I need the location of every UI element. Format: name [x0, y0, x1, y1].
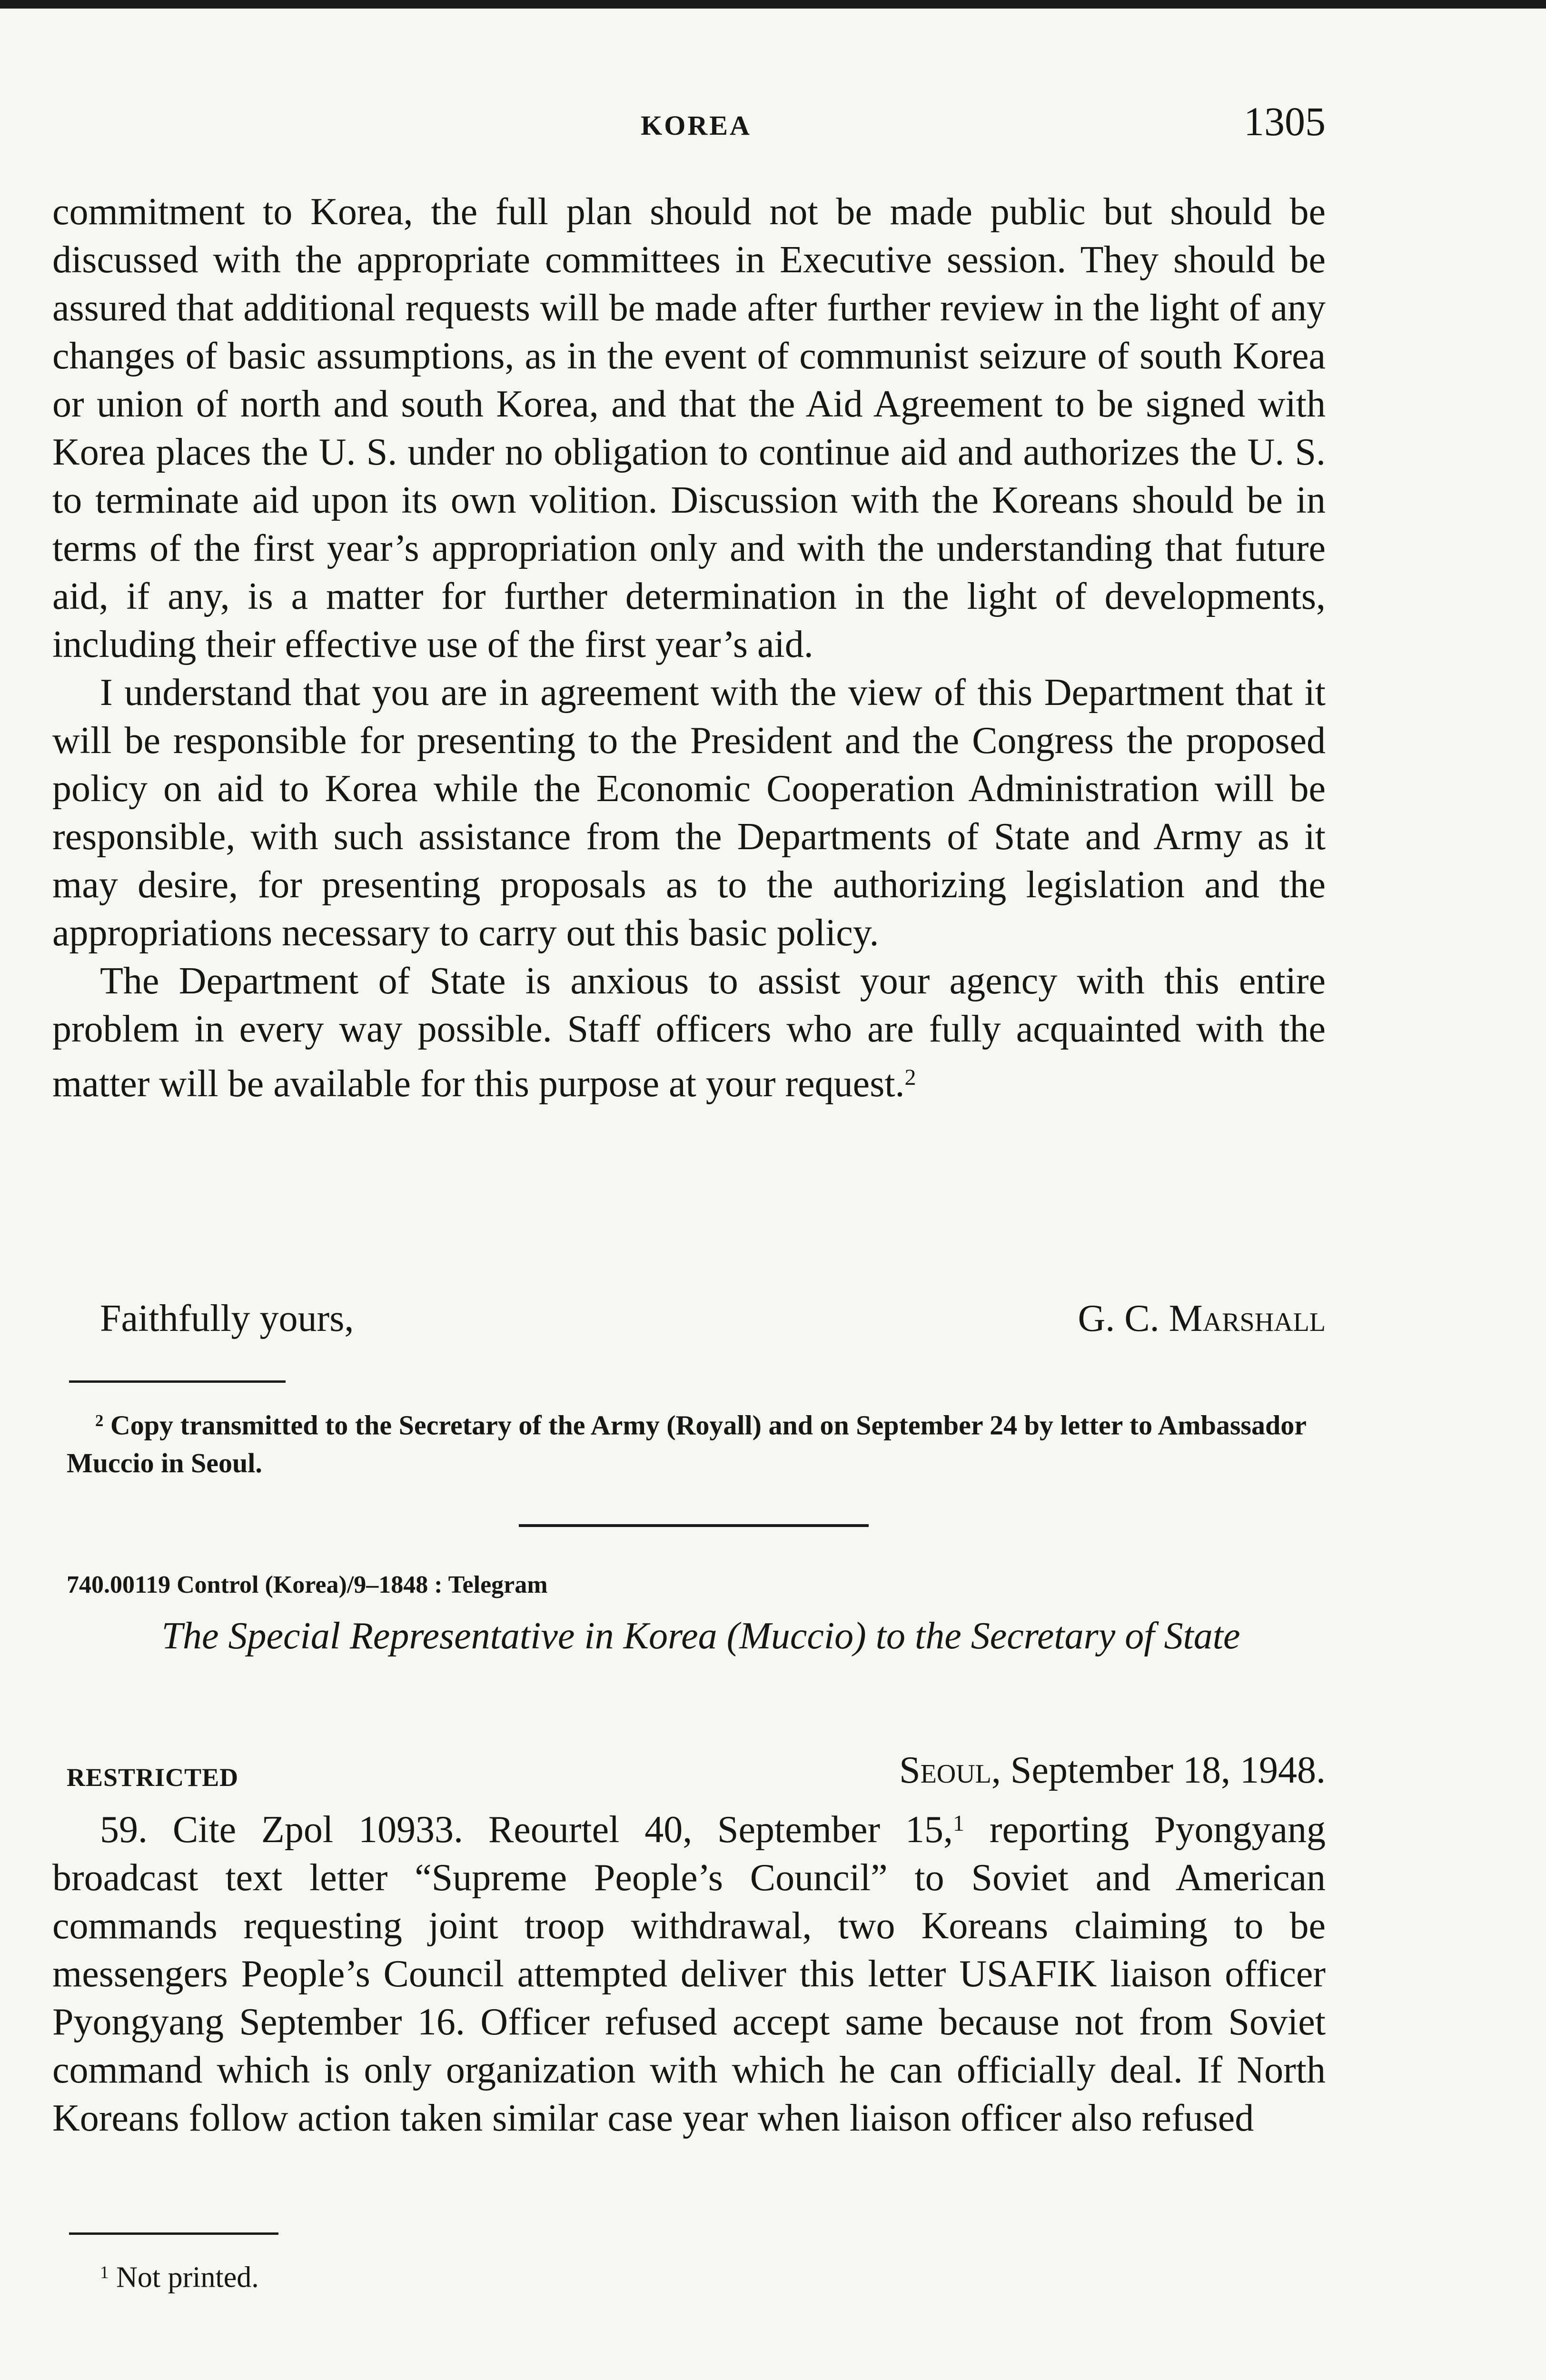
footnote-2: [67, 1402, 1326, 1482]
telegram-body: [52, 1799, 1326, 2142]
footnote-ref-2: 2: [904, 1065, 916, 1090]
letter-paragraph-3-text: The Department of State is anxious to assist your agency with this entire problem in every way possible. Staff officers who are fully acquainted with the matter will be available for this purpose at your request.: [52, 960, 1326, 1105]
footnote-2-text: Copy transmitted to the Secretary of the Army (Royall) and on September 24 by letter to Ambassador Muccio in Seoul.: [67, 1409, 1306, 1479]
running-head: KOREA: [641, 110, 752, 141]
telegram-paragraph: [52, 1799, 1326, 2142]
telegram-text-start: 59. Cite Zpol 10933. Reourtel 40, September 15,: [100, 1809, 953, 1851]
page-number: 1305: [1244, 99, 1326, 144]
page-header: [67, 98, 1326, 150]
footnote-rule-2: [69, 2232, 278, 2235]
letter-closing: [100, 1297, 1326, 1349]
footnote-ref-1: 1: [953, 1811, 965, 1836]
dateline: [899, 1749, 1326, 1792]
letter-paragraph-3: [52, 957, 1326, 1108]
document-title: The Special Representative in Korea (Muccio) to the Secretary of State: [161, 1615, 1240, 1657]
footnote-1-marker: 1: [100, 2263, 109, 2282]
dateline-place: Seoul,: [899, 1749, 1001, 1791]
classification: RESTRICTED: [67, 1763, 239, 1792]
dateline-date: September 18, 1948.: [1010, 1749, 1326, 1791]
section-divider: [519, 1524, 869, 1527]
footnote-rule: [69, 1380, 286, 1383]
telegram-text-rest: reporting Pyongyang broadcast text letter “Supreme People’s Council” to Soviet and American commands requesting joint troop withdrawal, two Koreans claiming to be messengers People’s Council attempted deliver this letter USAFIK liaison officer Pyongyang September 16. Officer refused accept same because not from Soviet command which is only organization with which he can officially deal. If North Koreans follow action taken similar case year when liaison officer also refused: [52, 1809, 1326, 2139]
classification-line: [67, 1745, 1326, 1792]
letter-body: [52, 188, 1326, 1108]
footnote-2-marker: 2: [95, 1411, 104, 1430]
footnote-1: [67, 2254, 1326, 2297]
page-top-edge: [0, 0, 1546, 9]
signature: G. C. Marshall: [1078, 1298, 1326, 1339]
file-reference: 740.00119 Control (Korea)/9–1848 : Telegram: [67, 1571, 548, 1598]
letter-paragraph-1: commitment to Korea, the full plan should not be made public but should be discussed with the appropriate committees in Executive session. They should be assured that additional requests will be made after further review in the light of any changes of basic assumptions, as in the event of communist seizure of south Korea or union of north and south Korea, and that the Aid Agreement to be signed with Korea places the U. S. under no obligation to continue aid and authorizes the U. S. to terminate aid upon its own volition. Discussion with the Koreans should be in terms of the first year’s appropriation only and with the understanding that future aid, if any, is a matter for further determination in the light of developments, including their effective use of the first year’s aid.: [52, 191, 1326, 665]
letter-paragraph-2: I understand that you are in agreement with the view of this Department that it will be responsible for presenting to the President and the Congress the proposed policy on aid to Korea while the Economic Cooperation Administration will be responsible, with such assistance from the Departments of State and Army as it may desire, for presenting proposals as to the authorizing legislation and the appropriations necessary to carry out this basic policy.: [52, 672, 1326, 954]
complimentary-close: Faithfully yours,: [100, 1298, 354, 1339]
footnote-1-text: Not printed.: [116, 2261, 259, 2294]
